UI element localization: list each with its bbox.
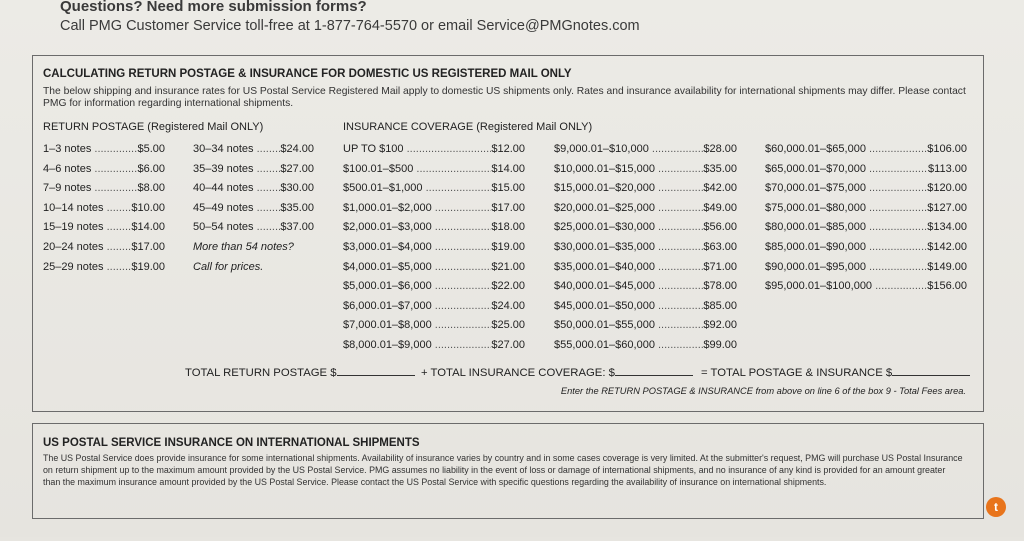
insurance-rate-row-price: $27.00: [491, 338, 525, 351]
insurance-rate-row: [343, 179, 525, 199]
return-postage-header: RETURN POSTAGE (Registered Mail ONLY): [43, 121, 264, 133]
insurance-rate-row: [343, 336, 525, 356]
postage-rate-row-label: 35–39 notes .....: [193, 160, 280, 180]
insurance-rate-row: [554, 297, 737, 317]
international-insurance-description: The US Postal Service does provide insurance for some international shipments. Availability of insurance varies by country and in some cases coverage is very limited. At the submitter's request, PMG will purchase US Postal Insurance on return shipment up to the maximum amount provided by the US Postal Service. PMG assumes no liability in the event of loss or damage of international shipments, and no insurance of any kind is provided for an amount greater than the maximum insurance amount provided by the US Postal Service. Please contact the US Postal Service with specific questions regarding the availability of insurance on international shipments.: [43, 453, 963, 487]
insurance-rate-row-label: $60,000.01–$65,000 .....: [765, 140, 927, 160]
insurance-rate-row: [765, 258, 967, 278]
insurance-rate-row-label: $95,000.01–$100,000 .....: [765, 277, 927, 297]
insurance-rate-row-price: $12.00: [491, 143, 525, 155]
insurance-rate-row-label: $25,000.01–$30,000 .....: [554, 218, 703, 238]
insurance-rate-row: [765, 179, 967, 199]
insurance-rate-row-label: $4,000.01–$5,000 .....: [343, 258, 491, 278]
insurance-rate-row: [343, 316, 525, 336]
insurance-column-2: [554, 140, 737, 356]
insurance-rate-row-price: $156.00: [927, 280, 967, 293]
postage-rate-row-price: $8.00: [137, 182, 165, 195]
insurance-rate-row-price: $56.00: [703, 221, 737, 234]
postage-rate-row-price: $14.00: [131, 221, 165, 234]
total-postage-insurance-field[interactable]: [892, 365, 970, 376]
insurance-rate-row: [765, 199, 967, 219]
insurance-rate-row: [554, 140, 737, 160]
insurance-rate-row-price: $85.00: [703, 299, 737, 312]
postage-rate-row-label: 30–34 notes .....: [193, 140, 280, 160]
postage-rate-row-label: 50–54 notes .....: [193, 218, 280, 238]
total-insurance-label: + TOTAL INSURANCE COVERAGE: $: [421, 367, 615, 379]
insurance-rate-row: [554, 199, 737, 219]
insurance-rate-row: [765, 238, 967, 258]
total-return-postage-label: TOTAL RETURN POSTAGE $: [185, 367, 337, 379]
insurance-rate-row-price: $113.00: [928, 162, 967, 175]
domestic-rates-title: CALCULATING RETURN POSTAGE & INSURANCE FOR DOMESTIC US REGISTERED MAIL ONLY: [43, 68, 572, 80]
postage-rate-row-label: 45–49 notes .....: [193, 199, 280, 219]
insurance-rate-row-price: $142.00: [927, 240, 967, 253]
postage-rate-row: [43, 258, 165, 278]
insurance-rate-row-label: $15,000.01–$20,000 .....: [554, 179, 703, 199]
postage-rate-row: [193, 160, 314, 180]
insurance-rate-row-label: $85,000.01–$90,000 .....: [765, 238, 927, 258]
insurance-rate-row-price: $78.00: [703, 280, 737, 293]
postage-rate-row-price: $30.00: [280, 182, 314, 195]
total-insurance-field[interactable]: [615, 365, 693, 376]
insurance-rate-row-price: $92.00: [703, 319, 737, 332]
insurance-rate-row-label: $90,000.01–$95,000 .....: [765, 258, 927, 278]
insurance-rate-row-label: $55,000.01–$60,000 .....: [554, 336, 703, 356]
return-postage-extra: [193, 238, 294, 277]
total-return-postage: [185, 365, 415, 379]
insurance-rate-row-price: $99.00: [703, 338, 737, 351]
insurance-rate-row-label: $2,000.01–$3,000 .....: [343, 218, 491, 238]
insurance-rate-row-label: $75,000.01–$80,000 .....: [765, 199, 927, 219]
insurance-rate-row-price: $49.00: [703, 201, 737, 214]
postage-rate-row-price: $6.00: [137, 162, 165, 175]
insurance-rate-row-price: $134.00: [927, 221, 967, 234]
insurance-rate-row-price: $22.00: [491, 280, 525, 293]
insurance-rate-row-price: $28.00: [703, 143, 737, 155]
insurance-rate-row-label: $70,000.01–$75,000 .....: [765, 179, 927, 199]
insurance-rate-row-label: $6,000.01–$7,000 .....: [343, 297, 491, 317]
insurance-rate-row-label: $1,000.01–$2,000 .....: [343, 199, 491, 219]
insurance-rate-row-price: $42.00: [703, 182, 737, 195]
insurance-rate-row-label: $100.01–$500 .....: [343, 160, 491, 180]
insurance-rate-row: [554, 258, 737, 278]
insurance-rate-row-price: $106.00: [927, 143, 967, 155]
next-page-bleed: [230, 527, 790, 541]
insurance-rate-row-label: $7,000.01–$8,000 .....: [343, 316, 491, 336]
insurance-rate-row-price: $127.00: [927, 201, 967, 214]
postage-rate-row-price: $17.00: [131, 240, 165, 253]
postage-rate-row: [43, 238, 165, 258]
postage-rate-row: [43, 179, 165, 199]
insurance-rate-row-price: $15.00: [491, 182, 525, 195]
insurance-rate-row: [343, 160, 525, 180]
postage-rate-row: [43, 199, 165, 219]
postage-rate-row-label: 1–3 notes .....: [43, 140, 137, 160]
postage-rate-row-price: $5.00: [137, 143, 165, 155]
insurance-rate-row: [554, 316, 737, 336]
return-postage-column-2: [193, 140, 314, 238]
insurance-rate-row-price: $120.00: [927, 182, 967, 195]
insurance-rate-row-label: $40,000.01–$45,000 .....: [554, 277, 703, 297]
total-postage-insurance: [701, 365, 970, 379]
insurance-rate-row-price: $149.00: [927, 260, 967, 273]
postage-rate-row-price: $37.00: [280, 221, 314, 234]
insurance-rate-row-price: $71.00: [703, 260, 737, 273]
return-postage-column-1: [43, 140, 165, 277]
insurance-rate-row-label: $9,000.01–$10,000 .....: [554, 140, 703, 160]
postage-rate-row: [193, 179, 314, 199]
insurance-rate-row-label: $50,000.01–$55,000 .....: [554, 316, 703, 336]
insurance-rate-row: [765, 140, 967, 160]
insurance-rate-row-label: $35,000.01–$40,000 .....: [554, 258, 703, 278]
domestic-rates-description: The below shipping and insurance rates for US Postal Service Registered Mail apply to domestic US shipments only. Rates and insurance availability for international shipments may differ. Please contact PMG for information regarding international shipments.: [43, 86, 966, 109]
insurance-rate-row-price: $25.00: [491, 319, 525, 332]
insurance-rate-row: [343, 258, 525, 278]
postage-rate-row-label: 10–14 notes .....: [43, 199, 131, 219]
total-postage-insurance-label: = TOTAL POSTAGE & INSURANCE $: [701, 367, 893, 379]
postage-rate-row-price: $27.00: [280, 162, 314, 175]
postage-rate-row-label: 4–6 notes .....: [43, 160, 137, 180]
insurance-rate-row: [765, 218, 967, 238]
postage-rate-row-price: $35.00: [280, 201, 314, 214]
international-insurance-title: US POSTAL SERVICE INSURANCE ON INTERNATIONAL SHIPMENTS: [43, 437, 420, 449]
insurance-rate-row: [343, 140, 525, 160]
t-badge-icon[interactable]: t: [986, 497, 1006, 517]
domestic-rates-box: [32, 55, 984, 412]
insurance-rate-row-label: $5,000.01–$6,000 .....: [343, 277, 491, 297]
insurance-rate-row-price: $14.00: [491, 162, 525, 175]
postage-rate-row-label: 7–9 notes .....: [43, 179, 137, 199]
postage-rate-row: [193, 140, 314, 160]
postage-rate-row-price: $19.00: [131, 260, 165, 273]
international-insurance-box: [32, 423, 984, 519]
insurance-rate-row: [343, 277, 525, 297]
questions-heading: Questions? Need more submission forms?: [60, 0, 367, 15]
insurance-rate-row: [554, 277, 737, 297]
insurance-header: INSURANCE COVERAGE (Registered Mail ONLY): [343, 121, 593, 133]
insurance-rate-row-label: $500.01–$1,000 .....: [343, 179, 491, 199]
insurance-rate-row: [554, 160, 737, 180]
insurance-column-1: [343, 140, 525, 356]
insurance-rate-row: [343, 238, 525, 258]
insurance-rate-row: [343, 297, 525, 317]
insurance-column-3: [765, 140, 967, 297]
insurance-rate-row: [343, 218, 525, 238]
postage-rate-row: [43, 140, 165, 160]
insurance-rate-row-label: $65,000.01–$70,000 .....: [765, 160, 928, 180]
insurance-rate-row-label: $10,000.01–$15,000 .....: [554, 160, 703, 180]
insurance-rate-row-price: $21.00: [491, 260, 525, 273]
insurance-rate-row-price: $18.00: [491, 221, 525, 234]
call-for-prices-text: Call for prices.: [193, 260, 264, 273]
insurance-rate-row-price: $17.00: [491, 201, 525, 214]
postage-rate-row-label: 15–19 notes .....: [43, 218, 131, 238]
insurance-rate-row-label: $80,000.01–$85,000 .....: [765, 218, 927, 238]
insurance-rate-row-label: $20,000.01–$25,000 .....: [554, 199, 703, 219]
postage-rate-row: [43, 160, 165, 180]
instruction-note: Enter the RETURN POSTAGE & INSURANCE from above on line 6 of the box 9 - Total Fees area.: [560, 386, 966, 396]
customer-service-contact: Call PMG Customer Service toll-free at 1-877-764-5570 or email Service@PMGnotes.com: [60, 18, 640, 34]
insurance-rate-row: [554, 179, 737, 199]
postage-rate-row-price: $10.00: [131, 201, 165, 214]
insurance-rate-row-label: $3,000.01–$4,000 .....: [343, 238, 491, 258]
postage-rate-row: [193, 199, 314, 219]
total-insurance: [421, 365, 693, 379]
insurance-rate-row-price: $24.00: [491, 299, 525, 312]
insurance-rate-row: [765, 277, 967, 297]
postage-rate-row-label: 40–44 notes .....: [193, 179, 280, 199]
insurance-rate-row: [765, 160, 967, 180]
insurance-rate-row-label: $8,000.01–$9,000 .....: [343, 336, 491, 356]
insurance-rate-row: [554, 238, 737, 258]
postage-rate-row-label: 25–29 notes .....: [43, 258, 131, 278]
insurance-rate-row: [554, 336, 737, 356]
postage-rate-row: [193, 218, 314, 238]
postage-rate-row: [43, 218, 165, 238]
more-than-54-text: More than 54 notes?: [193, 241, 294, 253]
postage-rate-row-price: $24.00: [280, 143, 314, 155]
insurance-rate-row-label: $45,000.01–$50,000 .....: [554, 297, 703, 317]
insurance-rate-row: [554, 218, 737, 238]
insurance-rate-row-label: $30,000.01–$35,000 .....: [554, 238, 703, 258]
total-return-postage-field[interactable]: [337, 365, 415, 376]
insurance-rate-row-price: $35.00: [703, 162, 737, 175]
insurance-rate-row-label: UP TO $100 .....: [343, 140, 491, 160]
insurance-rate-row-price: $19.00: [491, 240, 525, 253]
insurance-rate-row: [343, 199, 525, 219]
insurance-rate-row-price: $63.00: [703, 240, 737, 253]
postage-rate-row-label: 20–24 notes .....: [43, 238, 131, 258]
